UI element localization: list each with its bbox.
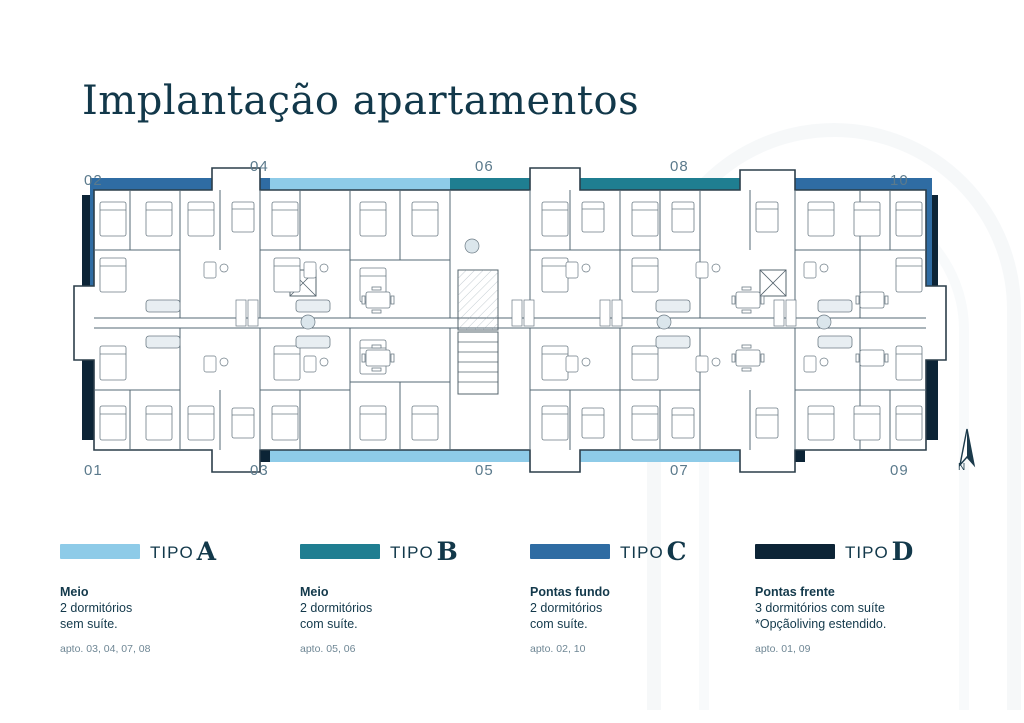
legend — [60, 536, 960, 670]
unit-number-02: 02 — [84, 172, 103, 189]
legend-line1-tipo-c: 2 dormitórios — [530, 601, 603, 615]
legend-position-tipo-b: Meio — [300, 585, 329, 599]
legend-type-tipo-d: TIPO D — [845, 536, 915, 566]
compass-north-icon — [945, 425, 989, 485]
unit-number-07: 07 — [670, 462, 689, 479]
unit-number-01: 01 — [84, 462, 103, 479]
page-title: Implantação apartamentos — [82, 78, 640, 124]
legend-apto-tipo-a: apto. 03, 04, 07, 08 — [60, 643, 151, 655]
legend-position-tipo-d: Pontas frente — [755, 585, 835, 599]
legend-swatch-tipo-d — [755, 544, 835, 559]
floor-plan-drawing — [60, 150, 960, 490]
legend-apto-tipo-c: apto. 02, 10 — [530, 643, 586, 655]
unit-number-06: 06 — [475, 158, 494, 175]
legend-type-tipo-c: TIPO C — [620, 536, 688, 566]
unit-number-08: 08 — [670, 158, 689, 175]
legend-swatch-tipo-c — [530, 544, 610, 559]
compass-label: N — [958, 462, 966, 473]
unit-number-09: 09 — [890, 462, 909, 479]
unit-number-05: 05 — [475, 462, 494, 479]
legend-swatch-tipo-b — [300, 544, 380, 559]
legend-item-tipo-c — [530, 536, 755, 657]
legend-type-tipo-a: TIPO A — [150, 536, 218, 566]
unit-number-03: 03 — [250, 462, 269, 479]
legend-type-tipo-b: TIPO B — [390, 536, 459, 566]
legend-position-tipo-a: Meio — [60, 585, 89, 599]
legend-item-tipo-b — [300, 536, 525, 657]
legend-line2-tipo-c: com suíte. — [530, 617, 588, 631]
legend-apto-tipo-d: apto. 01, 09 — [755, 643, 811, 655]
legend-item-tipo-d — [755, 536, 990, 657]
legend-line2-tipo-b: com suíte. — [300, 617, 358, 631]
legend-line2-tipo-a: sem suíte. — [60, 617, 118, 631]
unit-number-04: 04 — [250, 158, 269, 175]
legend-item-tipo-a — [60, 536, 285, 657]
unit-number-10: 10 — [890, 172, 909, 189]
legend-position-tipo-c: Pontas fundo — [530, 585, 610, 599]
floor-plan — [60, 150, 960, 490]
legend-line1-tipo-a: 2 dormitórios — [60, 601, 133, 615]
legend-line2-tipo-d: *Opçãoliving estendido. — [755, 617, 887, 631]
legend-apto-tipo-b: apto. 05, 06 — [300, 643, 356, 655]
legend-line1-tipo-d: 3 dormitórios com suíte — [755, 601, 885, 615]
legend-swatch-tipo-a — [60, 544, 140, 559]
legend-line1-tipo-b: 2 dormitórios — [300, 601, 373, 615]
